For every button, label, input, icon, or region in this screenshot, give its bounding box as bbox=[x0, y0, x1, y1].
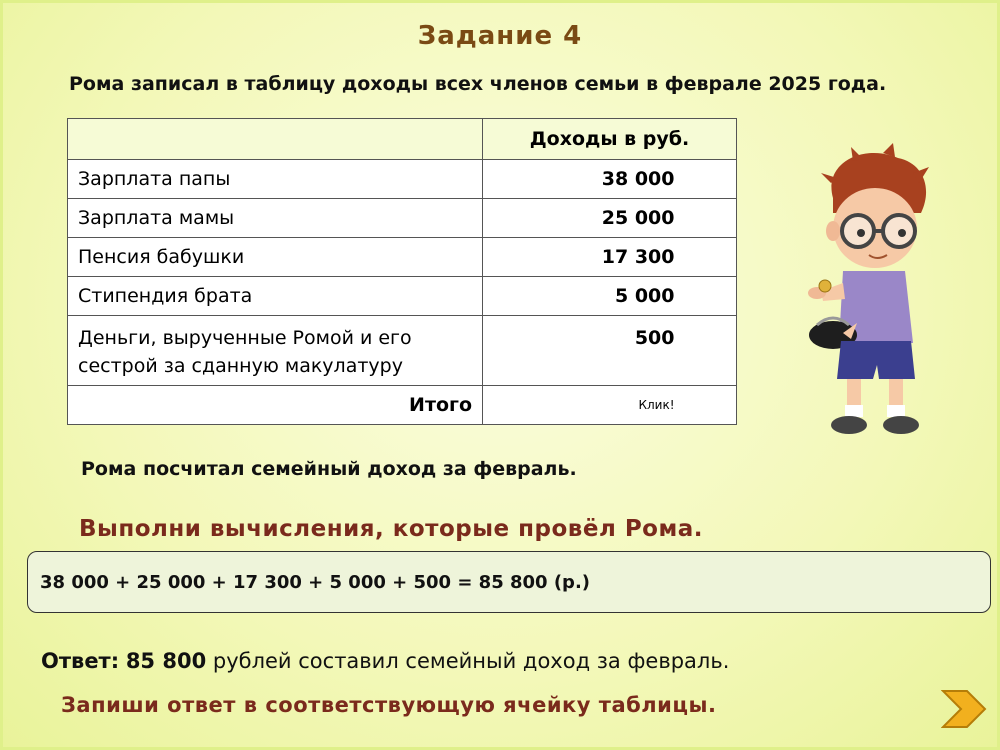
table-row bbox=[68, 316, 737, 386]
income-table bbox=[67, 118, 737, 425]
answer-prefix: Ответ: bbox=[41, 649, 120, 673]
table-header-row bbox=[68, 119, 737, 160]
row-value: 25 000 bbox=[601, 207, 675, 229]
row-label: Деньги, вырученные Ромой и его сестрой за сданную макулатуру bbox=[68, 316, 483, 386]
table-total-row bbox=[68, 386, 737, 425]
row-value: 500 bbox=[634, 327, 675, 349]
total-click-cell[interactable] bbox=[483, 386, 737, 425]
table-row bbox=[68, 277, 737, 316]
record-instruction: Запиши ответ в соответствующую ячейку таблицы. bbox=[61, 693, 717, 717]
row-value-cell bbox=[483, 277, 737, 316]
table-row bbox=[68, 199, 737, 238]
row-label: Зарплата мамы bbox=[68, 199, 483, 238]
answer-value: 85 800 bbox=[125, 649, 207, 673]
chevron-right-icon[interactable] bbox=[941, 689, 987, 729]
boy-with-wallet-illustration bbox=[803, 143, 943, 443]
row-label: Стипендия брата bbox=[68, 277, 483, 316]
intro-text: Рома записал в таблицу доходы всех членов семьи в феврале 2025 года. bbox=[69, 73, 887, 95]
instruction-text: Выполни вычисления, которые провёл Рома. bbox=[79, 516, 704, 542]
row-label: Пенсия бабушки bbox=[68, 238, 483, 277]
row-value-cell bbox=[483, 316, 737, 386]
total-label: Итого bbox=[68, 386, 483, 425]
page-title: Задание 4 bbox=[417, 21, 583, 51]
row-value: 17 300 bbox=[601, 246, 675, 268]
computed-text: Рома посчитал семейный доход за февраль. bbox=[81, 458, 577, 480]
click-hint[interactable]: Клик! bbox=[638, 398, 675, 412]
row-value-cell bbox=[483, 160, 737, 199]
table-header-income: Доходы в руб. bbox=[483, 119, 737, 160]
row-value-cell bbox=[483, 199, 737, 238]
row-value-cell bbox=[483, 238, 737, 277]
answer-line bbox=[41, 649, 729, 673]
row-value: 5 000 bbox=[615, 285, 675, 307]
calculation-text: 38 000 + 25 000 + 17 300 + 5 000 + 500 = 85 800 (р.) bbox=[40, 571, 591, 593]
row-label: Зарплата папы bbox=[68, 160, 483, 199]
table-header-empty bbox=[68, 119, 483, 160]
answer-text: рублей составил семейный доход за февраль. bbox=[212, 649, 730, 673]
row-value: 38 000 bbox=[601, 168, 675, 190]
calculation-box bbox=[27, 551, 991, 613]
table-row bbox=[68, 238, 737, 277]
table-row bbox=[68, 160, 737, 199]
